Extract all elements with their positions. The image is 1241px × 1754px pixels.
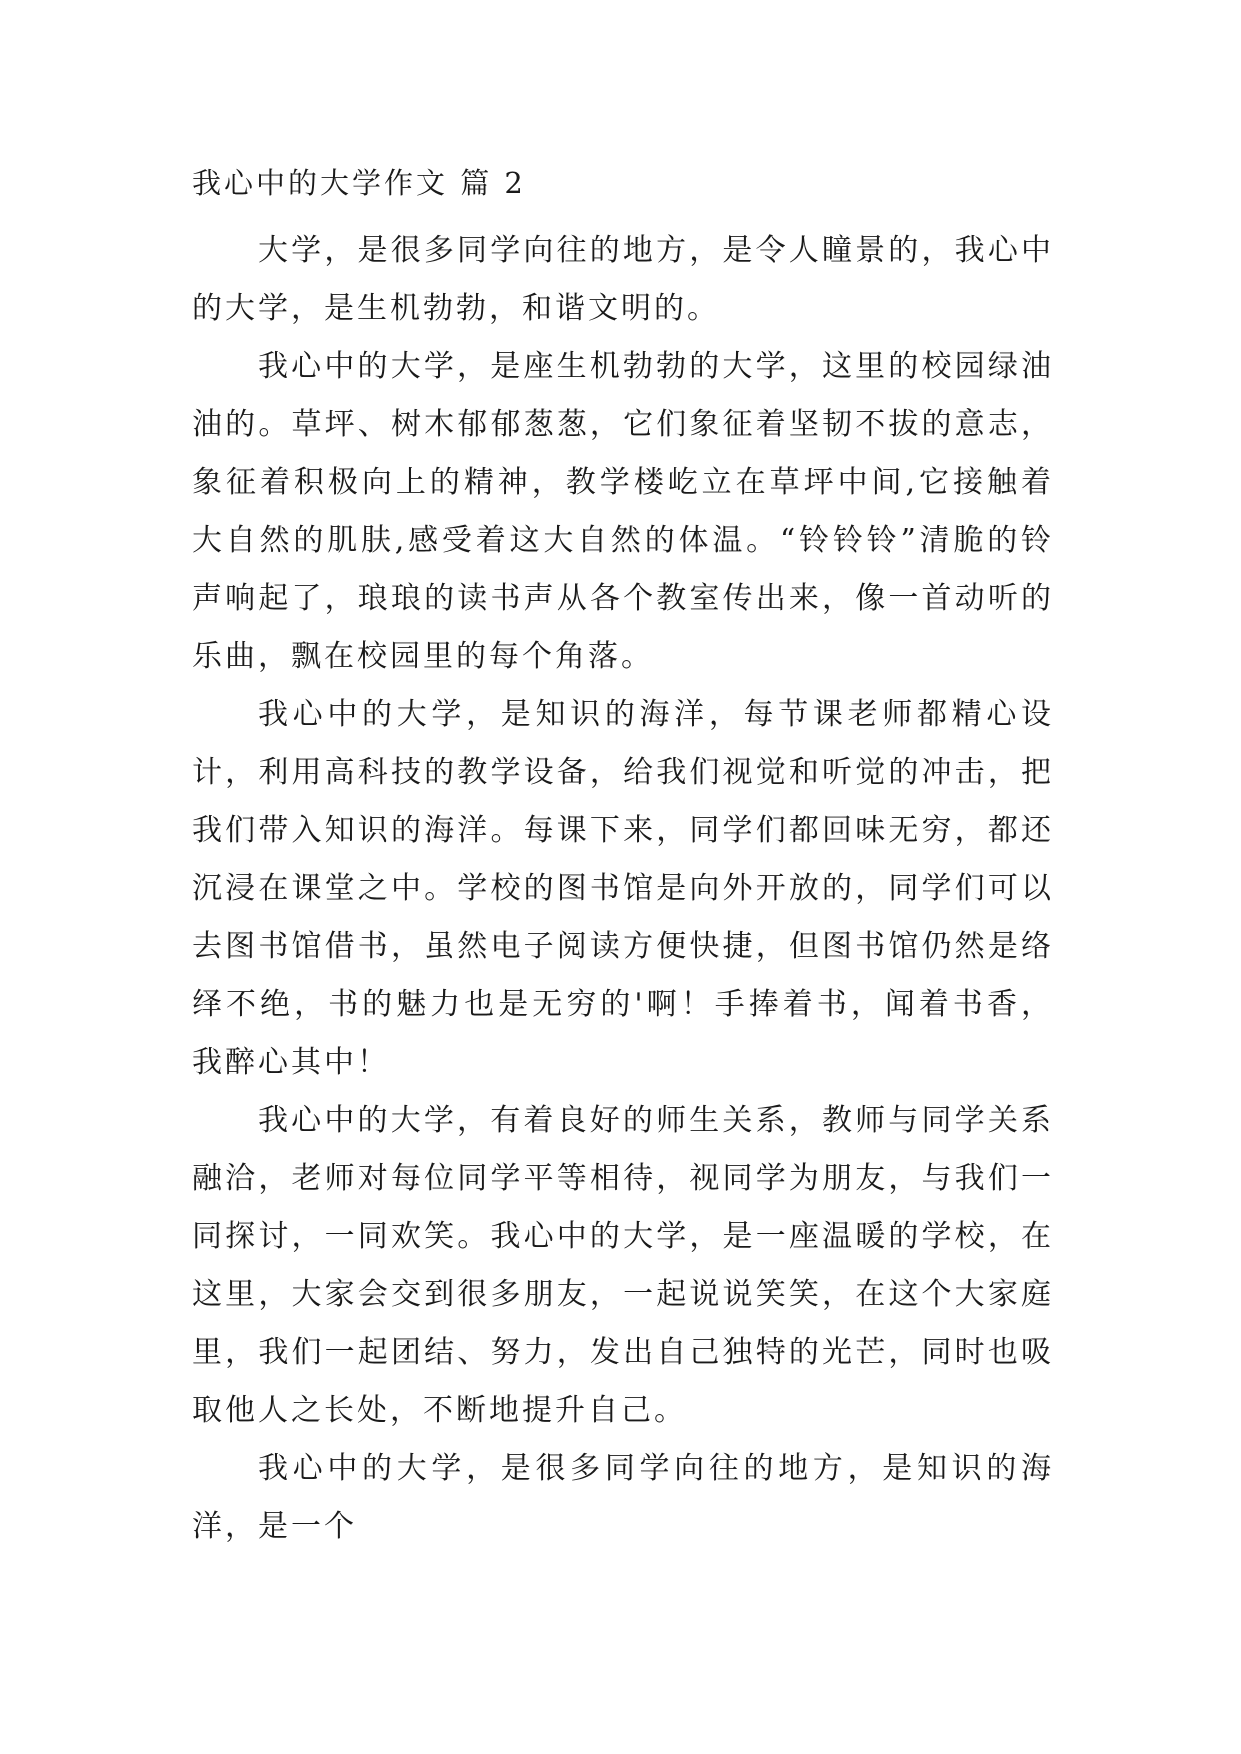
paragraph-4: 我心中的大学，有着良好的师生关系，教师与同学关系融洽，老师对每位同学平等相待，视同学为朋友，与我们一同探讨，一同欢笑。我心中的大学，是一座温暖的学校，在这里，大家会交到很多朋友，一起说说笑笑，在这个大家庭里，我们一起团结、努力，发出自己独特的光芒，同时也吸取他人之长处，不断地提升自己。 <box>192 1103 1054 1428</box>
paragraph-3: 我心中的大学，是知识的海洋，每节课老师都精心设计，利用高科技的教学设备，给我们视觉和听觉的冲击，把我们带入知识的海洋。每课下来，同学们都回味无穷，都还沉浸在课堂之中。学校的图书馆是向外开放的，同学们可以去图书馆借书，虽然电子阅读方便快捷，但图书馆仍然是络绎不绝，书的魅力也是无穷的'啊！手捧着书，闻着书香，我醉心其中！ <box>192 697 1054 1080</box>
paragraph-5: 我心中的大学，是很多同学向往的地方，是知识的海洋，是一个 <box>192 1451 1054 1544</box>
document-body <box>192 222 1054 1556</box>
document-title: 我心中的大学作文 篇 2 <box>192 166 526 200</box>
paragraph-2: 我心中的大学，是座生机勃勃的大学，这里的校园绿油油的。草坪、树木郁郁葱葱，它们象征着坚韧不拔的意志，象征着积极向上的精神，教学楼屹立在草坪中间,它接触着大自然的肌肤,感受着这大自然的体温。“铃铃铃”清脆的铃声响起了，琅琅的读书声从各个教室传出来，像一首动听的乐曲，飘在校园里的每个角落。 <box>192 349 1054 674</box>
paragraph-1: 大学，是很多同学向往的地方，是令人瞳景的，我心中的大学，是生机勃勃，和谐文明的。 <box>192 233 1054 326</box>
